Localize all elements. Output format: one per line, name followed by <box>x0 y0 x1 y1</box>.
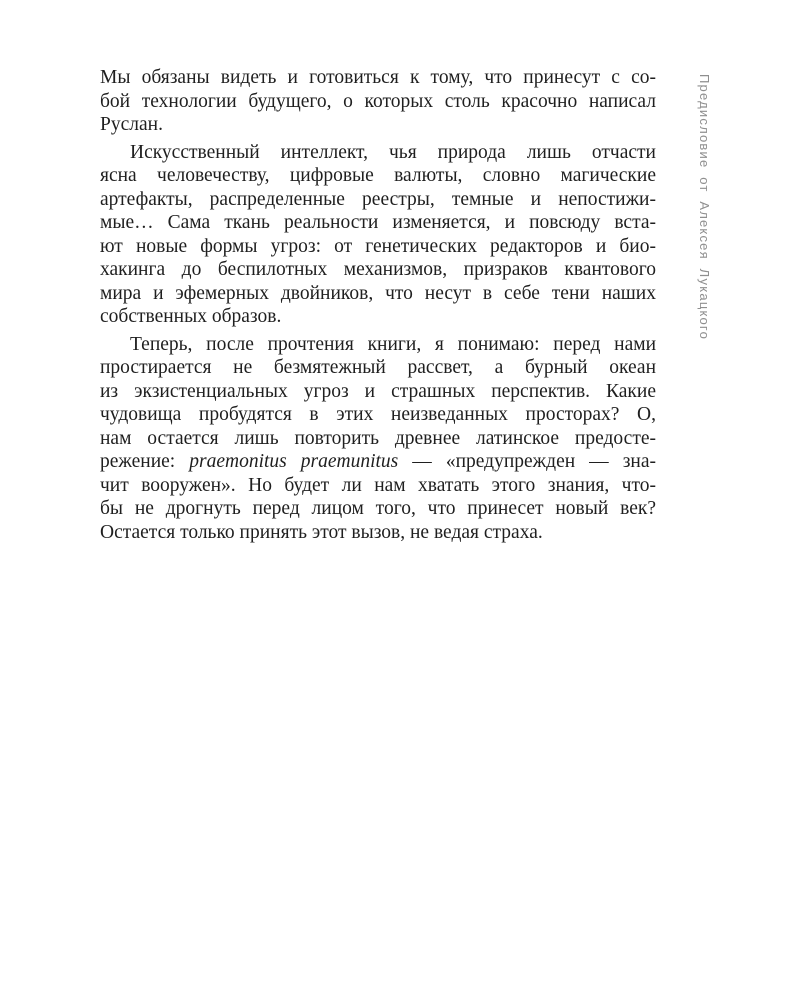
text-line <box>100 258 656 282</box>
body-text <box>100 66 656 544</box>
text-line <box>100 66 656 90</box>
margin-caption: Предисловие от Алексея Лукацкого <box>697 74 712 341</box>
text-segment: простирается не безмятежный рассвет, а бурный океан <box>100 357 656 378</box>
text-line <box>100 497 656 521</box>
text-segment: Мы обязаны видеть и готовиться к тому, что принесут с со- <box>100 67 656 88</box>
text-line <box>100 211 656 235</box>
text-line <box>100 380 656 404</box>
text-segment: ясна человечеству, цифровые валюты, словно магические <box>100 165 656 186</box>
text-segment: чудовища пробудятся в этих неизведанных просторах? О, <box>100 404 656 425</box>
text-segment: Теперь, после прочтения книги, я понимаю: перед нами <box>130 333 656 355</box>
text-line <box>100 450 656 474</box>
text-line <box>100 356 656 380</box>
text-segment: — «предупрежден — зна- <box>398 451 656 472</box>
text-segment: мира и эфемерных двойников, что несут в себе тени наших <box>100 282 656 304</box>
text-line <box>100 164 656 188</box>
text-line <box>100 113 656 137</box>
text-segment: хакинга до беспилотных механизмов, призраков квантового <box>100 259 656 280</box>
text-segment: собственных образов. <box>100 306 282 327</box>
text-line <box>100 305 656 329</box>
text-segment: Искусственный интеллект, чья природа лишь отчасти <box>130 141 656 163</box>
text-segment: из экзистенциальных угроз и страшных перспектив. Какие <box>100 380 656 402</box>
text-segment: режение: <box>100 451 190 472</box>
text-line <box>100 282 656 306</box>
text-segment: бой технологии будущего, о которых столь красочно написал <box>100 90 656 112</box>
text-segment: нам остается лишь повторить древнее латинское предосте- <box>100 427 656 449</box>
text-segment: артефакты, распределенные реестры, темные и непостижи- <box>100 188 656 210</box>
text-segment: Руслан. <box>100 114 163 135</box>
text-segment: Остается только принять этот вызов, не ведая страха. <box>100 521 543 543</box>
text-segment: чит вооружен». Но будет ли нам хватать этого знания, что- <box>100 474 656 496</box>
text-segment: бы не дрогнуть перед лицом того, что принесет новый век? <box>100 498 656 519</box>
text-line <box>100 403 656 427</box>
latin-phrase-italic: praemonitus praemunitus <box>189 451 399 472</box>
text-segment: ют новые формы угроз: от генетических редакторов и био- <box>100 235 656 257</box>
paragraph <box>100 333 656 545</box>
text-line <box>100 235 656 259</box>
text-line <box>100 521 656 545</box>
text-line <box>100 188 656 212</box>
paragraph <box>100 66 656 137</box>
text-line <box>100 474 656 498</box>
text-line <box>100 90 656 114</box>
text-line <box>100 427 656 451</box>
text-segment: мые… Сама ткань реальности изменяется, и повсюду вста- <box>100 212 656 233</box>
paragraph <box>100 141 656 329</box>
text-line <box>100 141 656 165</box>
text-line <box>100 333 656 357</box>
